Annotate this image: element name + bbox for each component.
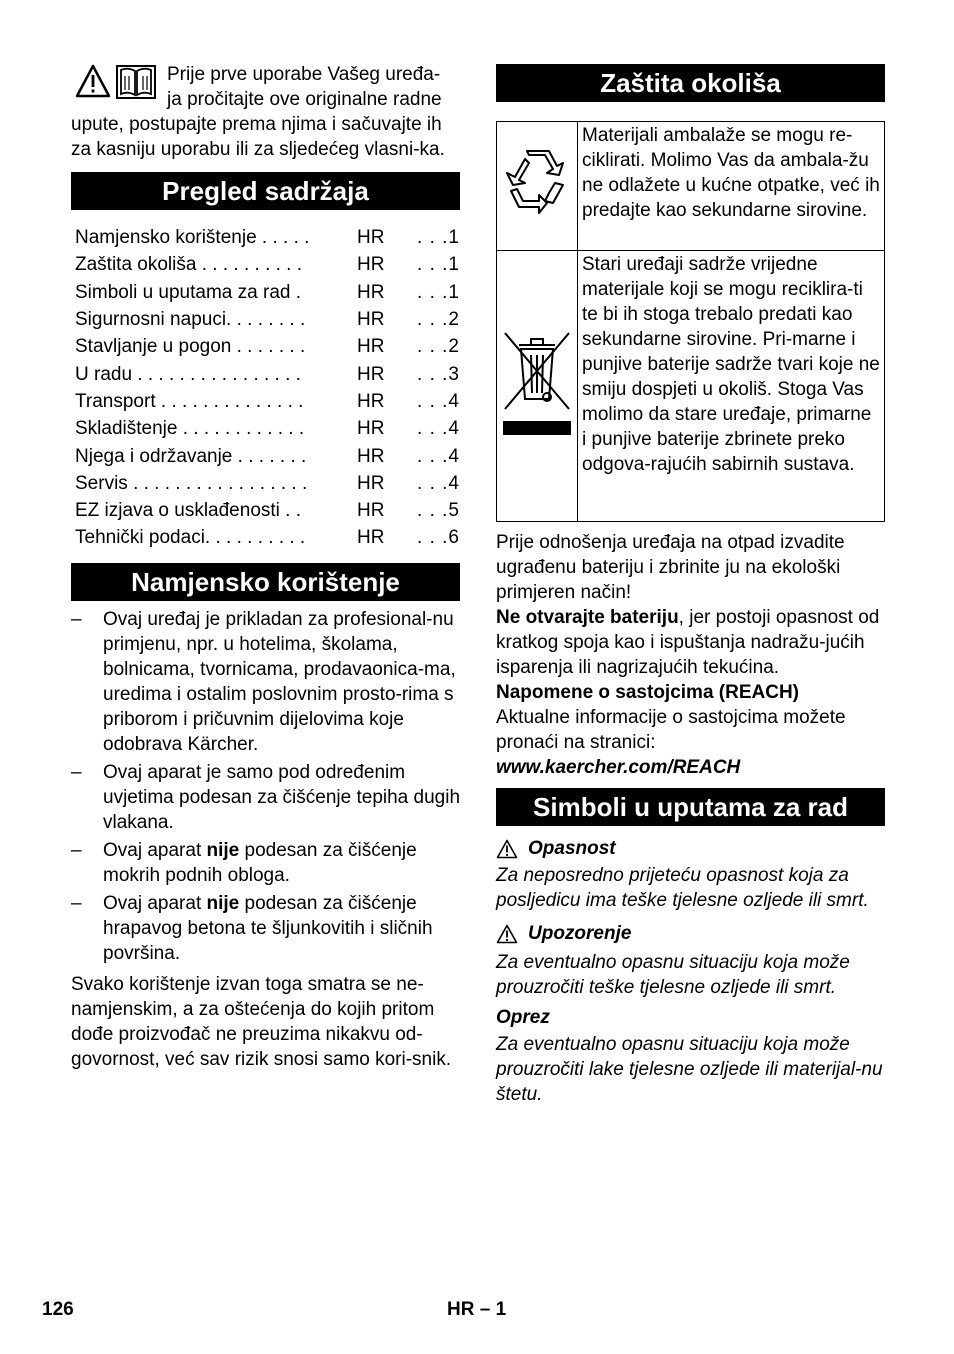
toc-label: Zaštita okoliša . . . . . . . . . . <box>75 254 303 276</box>
toc-row[interactable] <box>71 470 460 497</box>
toc-page: . . .2 <box>417 309 460 331</box>
warning-label-row <box>496 921 885 946</box>
toc-label: Simboli u uputama za rad . <box>75 281 302 303</box>
toc-lang: HR <box>357 527 385 549</box>
toc-lang: HR <box>357 500 385 522</box>
toc-lang: HR <box>357 445 385 467</box>
toc-page: . . .4 <box>417 418 460 440</box>
usage-list <box>71 607 460 966</box>
toc-page: . . .4 <box>417 390 460 412</box>
danger-label: Opasnost <box>528 838 616 859</box>
symbols-heading: Simboli u uputama za rad <box>496 788 885 826</box>
warning-triangle-icon <box>496 839 518 859</box>
usage-heading: Namjensko korištenje <box>71 563 460 601</box>
warning-text: Za eventualno opasnu situaciju koja može prouzročiti teške tjelesne ozljede ili smrt. <box>496 952 850 998</box>
toc-label: Transport . . . . . . . . . . . . . . <box>75 390 304 412</box>
list-item: – Ovaj aparat nije podesan za čišćenje hrapavog betona te šljunkovitih i sličnih površina. <box>71 892 433 964</box>
language-page-label: HR – 1 <box>447 1299 507 1320</box>
toc-label: Servis . . . . . . . . . . . . . . . . . <box>75 472 308 494</box>
toc-row[interactable] <box>71 497 460 524</box>
reach-link[interactable]: www.kaercher.com/REACH <box>496 757 741 778</box>
toc-lang: HR <box>357 254 385 276</box>
intro-text: upute, postupajte prema njima i sačuvajte ih za kasniju uporabu ili za sljedećeg vlasni-ka. <box>71 114 445 160</box>
weee-text: Stari uređaji sadrže vrijedne materijale koji se mogu reciklira-ti te bi ih stoga trebalo predati kao sekundarne sirovine. Pri-marne i punjive baterije sadrže tvari koje ne smiju dospjeti u okoliš. Stoga Vas molimo da stare uređaje, primarne i punjive baterije zbrinete preko odgova-rajućih sabirnih sustava. <box>578 251 885 522</box>
toc-row[interactable] <box>71 442 460 469</box>
crossed-bin-icon <box>499 323 575 443</box>
warning-triangle-icon <box>496 924 518 944</box>
reach-text: Aktualne informacije o sastojcima možete pronaći na stranici: <box>496 707 846 753</box>
toc-lang: HR <box>357 309 385 331</box>
reach-title: Napomene o sastojcima (REACH) <box>496 682 800 703</box>
page-number: 126 <box>42 1299 74 1320</box>
toc-label: Njega i održavanje . . . . . . . <box>75 445 307 467</box>
list-item: – Ovaj uređaj je prikladan za profesional-nu primjenu, npr. u hotelima, školama, bolnicama, tvornicama, prodavaonica-ma, uredima i ostalim poslovnim prosto-rima s priborom i pričuvnim dijelovima koje odobrava Kärcher. <box>71 608 456 755</box>
toc-row[interactable] <box>71 388 460 415</box>
toc-lang: HR <box>357 281 385 303</box>
toc-label: Sigurnosni napuci. . . . . . . . <box>75 309 306 331</box>
warning-label: Upozorenje <box>528 923 632 944</box>
toc-page: . . .1 <box>417 281 460 303</box>
toc-row[interactable] <box>71 279 460 306</box>
danger-text: Za neposredno prijeteću opasnost koja za posljedicu ima teške tjelesne ozljede ili smrt. <box>496 865 869 911</box>
intro-line-2: ja pročitajte ove originalne radne <box>167 89 442 110</box>
toc-row[interactable] <box>71 524 460 551</box>
toc-row[interactable] <box>71 306 460 333</box>
toc-row[interactable] <box>71 360 460 387</box>
toc-lang: HR <box>357 363 385 385</box>
toc-row[interactable] <box>71 415 460 442</box>
caution-text: Za eventualno opasnu situaciju koja može prouzročiti lake tjelesne ozljede ili materijal-nu štetu. <box>496 1034 883 1105</box>
toc-table <box>71 224 460 552</box>
toc-lang: HR <box>357 390 385 412</box>
battery-note: Prije odnošenja uređaja na otpad izvadite ugrađenu bateriju i zbrinite ju na ekološki primjeren način! <box>496 532 845 603</box>
toc-page: . . .4 <box>417 445 460 467</box>
environment-table <box>496 121 885 522</box>
right-column <box>496 62 885 1107</box>
toc-label: U radu . . . . . . . . . . . . . . . . <box>75 363 301 385</box>
toc-row[interactable] <box>71 224 460 251</box>
toc-lang: HR <box>357 336 385 358</box>
list-item: – Ovaj aparat je samo pod određenim uvjetima podesan za čišćenje tepiha dugih vlakana. <box>71 761 461 833</box>
usage-closing-text: Svako korištenje izvan toga smatra se ne-namjenskim, a za oštećenja do kojih pritom dođe proizvođač ne preuzima nikakvu od-govornost, već sav rizik snosi samo kori-snik. <box>71 973 452 1070</box>
toc-label: Skladištenje . . . . . . . . . . . . <box>75 418 305 440</box>
environment-heading: Zaštita okoliša <box>496 64 885 102</box>
toc-label: Namjensko korištenje . . . . . <box>75 227 310 249</box>
intro-block <box>71 62 460 112</box>
toc-row[interactable] <box>71 333 460 360</box>
caution-label: Oprez <box>496 1007 550 1028</box>
recycling-icon <box>499 145 575 221</box>
toc-page: . . .4 <box>417 472 460 494</box>
toc-heading: Pregled sadržaja <box>71 172 460 210</box>
recycling-text: Materijali ambalaže se mogu re-ciklirati. Molimo Vas da ambala-žu ne odlažete u kućne otpatke, već ih predajte kao sekundarne sirovine. <box>578 122 885 251</box>
intro-line-1: Prije prve uporabe Vašeg uređa- <box>167 64 441 85</box>
toc-page: . . .1 <box>417 254 460 276</box>
toc-page: . . .5 <box>417 500 460 522</box>
toc-lang: HR <box>357 418 385 440</box>
toc-lang: HR <box>357 472 385 494</box>
toc-row[interactable] <box>71 251 460 278</box>
toc-label: EZ izjava o usklađenosti . . <box>75 500 301 522</box>
toc-page: . . .2 <box>417 336 460 358</box>
toc-label: Stavljanje u pogon . . . . . . . <box>75 336 306 358</box>
toc-page: . . .6 <box>417 527 460 549</box>
toc-lang: HR <box>357 227 385 249</box>
left-column <box>71 62 460 1072</box>
manual-book-icon <box>115 64 157 100</box>
battery-warning: Ne otvarajte bateriju, jer postoji opasnost od kratkog spoja kao i ispuštanja nadražu-jućih isparenja ili nagrizajućih tekućina. <box>496 607 880 678</box>
toc-page: . . .1 <box>417 227 460 249</box>
toc-label: Tehnički podaci. . . . . . . . . . <box>75 527 306 549</box>
toc-page: . . .3 <box>417 363 460 385</box>
danger-label-row <box>496 836 885 861</box>
list-item: – Ovaj aparat nije podesan za čišćenje mokrih podnih obloga. <box>71 839 417 886</box>
warning-triangle-icon <box>75 64 111 98</box>
